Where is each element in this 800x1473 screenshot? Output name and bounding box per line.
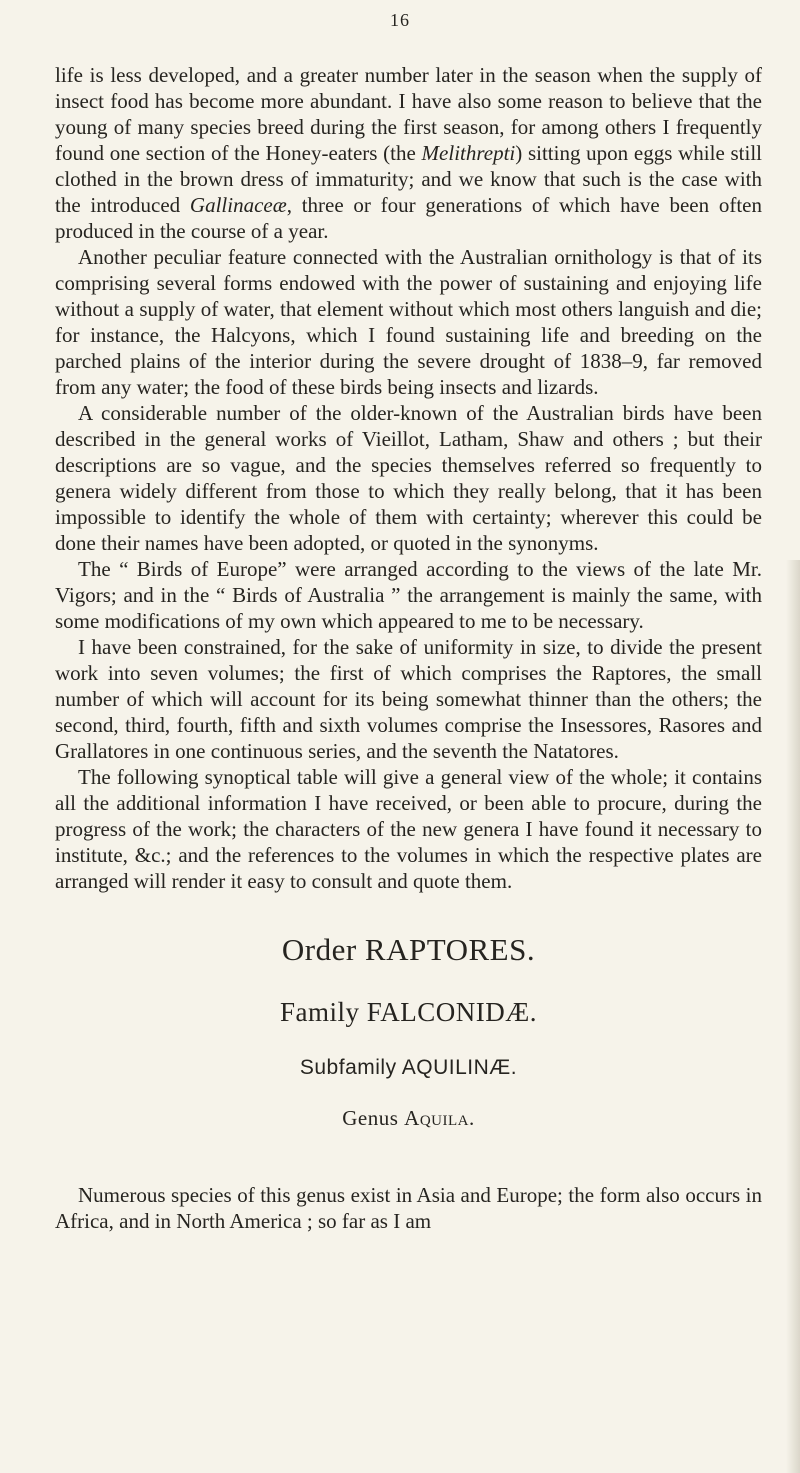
subfamily-heading: Subfamily AQUILINÆ.: [299, 1056, 518, 1079]
genus-heading: [55, 1104, 762, 1132]
genus-description: [55, 1182, 762, 1234]
paragraph-3: A considerable number of the older-known of the Australian birds have been described in the general works of Vieillot, Latham, Shaw and others ; but their descriptions are so vague, and the species themselves referred so frequently to genera widely different from those to which they really belong, that it has been impossible to identify the whole of them with certainty; wherever this could be done their names have been adopted, or quoted in the synonyms.: [55, 401, 762, 555]
main-text: [55, 62, 762, 894]
order-heading: Order RAPTORES.: [281, 932, 536, 967]
paragraph-7: Numerous species of this genus exist in Asia and Europe; the form also occurs in Africa, and in North America ; so far as I am: [55, 1183, 762, 1233]
paragraph-5: I have been constrained, for the sake of uniformity in size, to divide the present work into seven volumes; the first of which comprises the Raptores, the small number of which will account for its being somewhat thinner than the others; the second, third, fourth, fifth and sixth volumes comprise the Insessores, Rasores and Grallatores in one continuous series, and the seventh the Natatores.: [55, 635, 762, 763]
family-gallinaceae: Gallinaceæ: [189, 193, 287, 217]
paragraph-1: [55, 62, 762, 244]
genus-name: Aquila: [404, 1106, 469, 1130]
paragraph-4: The “ Birds of Europe” were arranged according to the views of the late Mr. Vigors; and in the “ Birds of Australia ” the arrangement is mainly the same, with some modifications of my own which appeared to me to be necessary.: [55, 557, 762, 633]
paragraph-1-text-b: ) sitting upon eggs while still clothed in the brown dress of immaturity; and we know that such is the case with the introduced: [55, 141, 762, 217]
taxonomy-headings: [55, 930, 762, 1132]
family-heading: Family FALCONIDÆ.: [279, 997, 537, 1027]
paragraph-1-text-a: life is less developed, and a greater number later in the season when the supply of insect food has become more abundant. I have also some reason to believe that the young of many species breed during the first season, for among others I frequently found one section of the Honey-eaters (the: [55, 63, 762, 165]
genus-prefix: Genus: [342, 1106, 405, 1130]
paragraph-6: The following synoptical table will give a general view of the whole; it contains all the additional information I have received, or been able to procure, during the progress of the work; the characters of the new genera I have found it necessary to institute, &c.; and the references to the volumes in which the respective plates are arranged will render it easy to consult and quote them.: [55, 765, 762, 893]
genus-melithrepti: Melithrepti: [421, 141, 516, 165]
genus-suffix: .: [469, 1106, 475, 1130]
paragraph-1-text-c: , three or four generations of which have been often produced in the course of a year.: [55, 193, 762, 243]
paragraph-2: Another peculiar feature connected with the Australian ornithology is that of its comprising several forms endowed with the power of sustaining and enjoying life without a supply of water, that element without which most others languish and die; for instance, the Halcyons, which I found sustaining life and breeding on the parched plains of the interior during the severe drought of 1838–9, far removed from any water; the food of these birds being insects and lizards.: [55, 245, 762, 399]
page-edge-shadow: [786, 560, 800, 1473]
page-number: 16: [390, 10, 410, 30]
